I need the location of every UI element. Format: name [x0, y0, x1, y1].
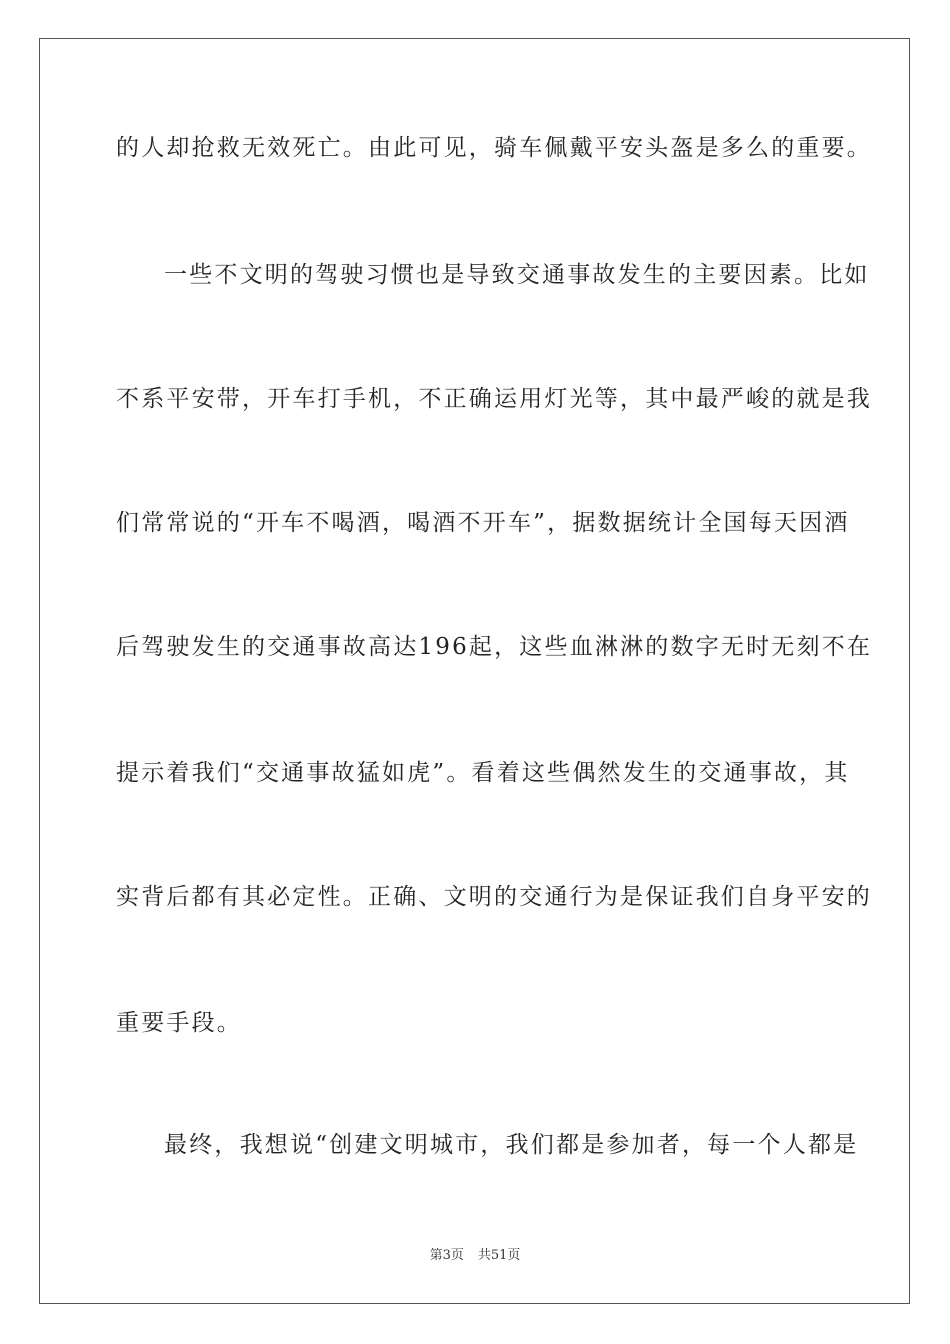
text-line-5: 后驾驶发生的交通事故高达196起，这些血淋淋的数字无时无刻不在 [116, 634, 873, 660]
text-line-9: 最终，我想说“创建文明城市，我们都是参加者，每一个人都是 [164, 1132, 859, 1158]
text-line-4: 们常常说的“开车不喝酒，喝酒不开车”，据数据统计全国每天因酒 [116, 510, 850, 536]
text-line-8: 重要手段。 [116, 1010, 242, 1036]
text-line-6: 提示着我们“交通事故猛如虎”。看着这些偶然发生的交通事故，其 [116, 760, 850, 786]
text-line-2: 一些不文明的驾驶习惯也是导致交通事故发生的主要因素。比如 [164, 262, 870, 288]
page-total: 共51页 [477, 1248, 521, 1263]
page-number: 第3页 [429, 1248, 464, 1263]
text-line-1: 的人却抢救无效死亡。由此可见，骑车佩戴平安头盔是多么的重要。 [116, 135, 872, 161]
text-line-3: 不系平安带，开车打手机，不正确运用灯光等，其中最严峻的就是我 [116, 386, 872, 412]
page-border [39, 38, 910, 1304]
text-line-7: 实背后都有其必定性。正确、文明的交通行为是保证我们自身平安的 [116, 884, 872, 910]
page-footer [0, 1247, 950, 1265]
